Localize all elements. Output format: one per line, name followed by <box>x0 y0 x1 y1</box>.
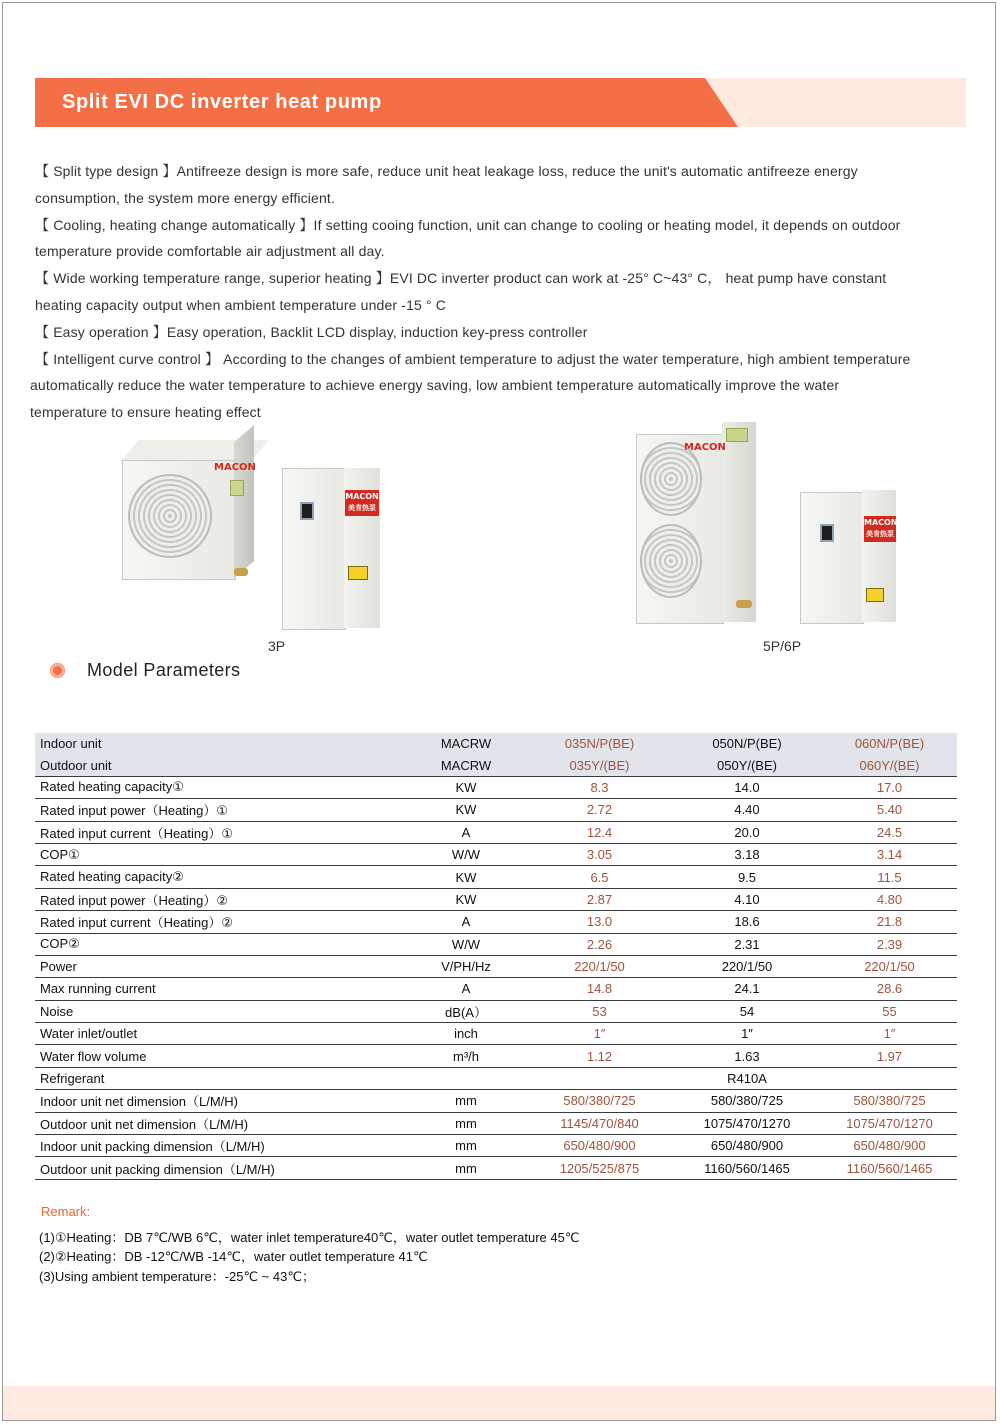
remark-line: (1)①Heating：DB 7℃/WB 6℃，water inlet temperature40℃，water outlet temperature 45℃ <box>39 1230 580 1245</box>
brand-badge <box>864 516 896 542</box>
param-unit-cell: inch <box>405 1023 527 1045</box>
model-035-cell: 580/380/725 <box>527 1090 672 1112</box>
model-035-cell: 1145/470/840 <box>527 1112 672 1134</box>
brand-badge <box>345 490 379 516</box>
model-060-cell: 580/380/725 <box>822 1090 957 1112</box>
param-name-cell: Max running current <box>35 978 405 1000</box>
table-body <box>35 733 957 1179</box>
feature-description <box>30 158 965 426</box>
param-unit-cell: V/PH/Hz <box>405 955 527 977</box>
param-name-cell: Water inlet/outlet <box>35 1023 405 1045</box>
model-060-cell: 5.40 <box>822 799 957 821</box>
model-050-cell: 050Y/(BE) <box>672 754 822 776</box>
model-050-cell: 4.40 <box>672 799 822 821</box>
table-row <box>35 933 957 955</box>
brand-badge-sub: 美肯热泵 <box>348 504 376 512</box>
intro-line: 【 Easy operation 】Easy operation, Backlit LCD display, induction key-press controller <box>35 323 588 340</box>
model-050-cell: 1″ <box>672 1023 822 1045</box>
table-row <box>35 888 957 910</box>
model-035-cell: 3.05 <box>527 843 672 865</box>
model-035-cell: 53 <box>527 1000 672 1022</box>
model-035-cell: 220/1/50 <box>527 955 672 977</box>
intro-line: 【 Split type design 】Antifreeze design is more safe, reduce unit heat leakage loss, reduce the unit's automatic antifreeze energy <box>35 163 858 179</box>
model-050-cell: 1.63 <box>672 1045 822 1067</box>
table-row <box>35 754 957 776</box>
param-name-cell: Indoor unit <box>35 733 405 754</box>
param-name-cell: Outdoor unit <box>35 754 405 776</box>
param-unit-cell: mm <box>405 1112 527 1134</box>
page-title: Split EVI DC inverter heat pump <box>62 91 382 113</box>
param-name-cell: Outdoor unit packing dimension（L/M/H) <box>35 1157 405 1179</box>
model-060-cell: 28.6 <box>822 978 957 1000</box>
remark-list <box>39 1228 579 1286</box>
indoor-unit-3p <box>282 468 346 630</box>
param-name-cell: Rated input current（Heating）② <box>35 911 405 933</box>
model-035-cell: 035N/P(BE) <box>527 733 672 754</box>
model-035-cell: 14.8 <box>527 978 672 1000</box>
table-row <box>35 1157 957 1179</box>
lcd-controller-icon <box>300 502 314 520</box>
footer-band <box>3 1386 995 1420</box>
param-name-cell: Indoor unit packing dimension（L/M/H) <box>35 1135 405 1157</box>
model-050-cell: 54 <box>672 1000 822 1022</box>
pipe-valve-icon <box>234 568 248 576</box>
outdoor-unit-side <box>722 422 756 622</box>
table-row <box>35 1090 957 1112</box>
model-050-cell: 050N/P(BE) <box>672 733 822 754</box>
model-050-cell: 20.0 <box>672 821 822 843</box>
model-035-cell: 13.0 <box>527 911 672 933</box>
fan-grille-icon <box>640 442 702 516</box>
fan-grille-icon <box>128 474 212 558</box>
model-060-cell: 24.5 <box>822 821 957 843</box>
model-060-cell: 17.0 <box>822 776 957 798</box>
table-row <box>35 843 957 865</box>
model-060-cell: 21.8 <box>822 911 957 933</box>
table-row <box>35 1135 957 1157</box>
model-035-cell: 1″ <box>527 1023 672 1045</box>
param-unit-cell: W/W <box>405 933 527 955</box>
spec-label <box>726 428 748 442</box>
param-name-cell: Indoor unit net dimension（L/M/H) <box>35 1090 405 1112</box>
model-035-cell: 1.12 <box>527 1045 672 1067</box>
param-unit-cell <box>405 1067 527 1089</box>
table-row <box>35 776 957 798</box>
model-060-cell: 3.14 <box>822 843 957 865</box>
model-060-cell: 650/480/900 <box>822 1135 957 1157</box>
table-row <box>35 733 957 754</box>
fan-grille-icon <box>640 524 702 598</box>
param-unit-cell: KW <box>405 799 527 821</box>
param-unit-cell: m³/h <box>405 1045 527 1067</box>
table-row <box>35 1000 957 1022</box>
model-parameters-table <box>35 733 957 1180</box>
model-060-cell: 1075/470/1270 <box>822 1112 957 1134</box>
product-photo-3p <box>118 440 398 640</box>
outdoor-unit-side <box>234 425 254 578</box>
remark-line: (3)Using ambient temperature：-25℃ ~ 43℃； <box>39 1268 315 1284</box>
product-caption-5p-6p: 5P/6P <box>763 638 802 654</box>
model-050-cell: 3.18 <box>672 843 822 865</box>
remark-line: (2)②Heating：DB -12℃/WB -14℃，water outlet temperature 41℃ <box>39 1249 428 1265</box>
product-photo-5p-6p <box>630 420 900 632</box>
model-050-cell: 18.6 <box>672 911 822 933</box>
param-unit-cell: A <box>405 978 527 1000</box>
model-060-cell <box>822 1067 957 1089</box>
model-035-cell <box>527 1067 672 1089</box>
warning-sticker-icon <box>348 566 368 580</box>
model-050-cell: 580/380/725 <box>672 1090 822 1112</box>
brand-badge-sub: 美肯热泵 <box>866 530 894 538</box>
title-banner <box>35 78 966 127</box>
model-060-cell: 11.5 <box>822 866 957 888</box>
intro-line: consumption, the system more energy efficient. <box>35 189 336 206</box>
model-035-cell: 2.87 <box>527 888 672 910</box>
intro-line: temperature provide comfortable air adjustment all day. <box>35 243 385 260</box>
table-row <box>35 1045 957 1067</box>
param-unit-cell: MACRW <box>405 733 527 754</box>
model-035-cell: 1205/525/875 <box>527 1157 672 1179</box>
bullet-circle-icon <box>50 663 65 678</box>
param-unit-cell: A <box>405 821 527 843</box>
table-row <box>35 1112 957 1134</box>
model-050-cell: 9.5 <box>672 866 822 888</box>
model-035-cell: 2.26 <box>527 933 672 955</box>
intro-line: 【 Wide working temperature range, superior heating 】EVI DC inverter product can work at -25° C~43° C， heat pump have constant <box>35 270 887 287</box>
model-035-cell: 6.5 <box>527 866 672 888</box>
model-060-cell: 1160/560/1465 <box>822 1157 957 1179</box>
brand-logo: MACON <box>214 462 256 473</box>
model-050-cell: 24.1 <box>672 978 822 1000</box>
param-name-cell: Outdoor unit net dimension（L/M/H) <box>35 1112 405 1134</box>
param-unit-cell: A <box>405 911 527 933</box>
intro-line: temperature to ensure heating effect <box>30 404 261 421</box>
param-name-cell: Rated input power（Heating）② <box>35 888 405 910</box>
indoor-unit-5p-6p <box>800 492 864 624</box>
model-035-cell: 2.72 <box>527 799 672 821</box>
param-unit-cell: mm <box>405 1090 527 1112</box>
table-row <box>35 821 957 843</box>
spec-label <box>230 480 244 496</box>
param-name-cell: Rated input power（Heating）① <box>35 799 405 821</box>
param-name-cell: Rated heating capacity② <box>35 866 405 888</box>
param-name-cell: Water flow volume <box>35 1045 405 1067</box>
warning-sticker-icon <box>866 588 884 602</box>
remark-title: Remark: <box>41 1204 91 1219</box>
table-row <box>35 978 957 1000</box>
model-035-cell: 8.3 <box>527 776 672 798</box>
intro-line: heating capacity output when ambient temperature under -15 ° C <box>35 296 447 313</box>
table-row <box>35 866 957 888</box>
model-060-cell: 2.39 <box>822 933 957 955</box>
model-050-cell: 14.0 <box>672 776 822 798</box>
param-name-cell: Refrigerant <box>35 1067 405 1089</box>
indoor-unit-side <box>862 490 896 622</box>
param-unit-cell: KW <box>405 776 527 798</box>
model-035-cell: 12.4 <box>527 821 672 843</box>
param-name-cell: Noise <box>35 1000 405 1022</box>
model-050-cell: 4.10 <box>672 888 822 910</box>
param-name-cell: Rated heating capacity① <box>35 776 405 798</box>
model-060-cell: 060N/P(BE) <box>822 733 957 754</box>
model-060-cell: 1″ <box>822 1023 957 1045</box>
table-row <box>35 955 957 977</box>
param-unit-cell: MACRW <box>405 754 527 776</box>
lcd-controller-icon <box>820 524 834 542</box>
param-unit-cell: mm <box>405 1135 527 1157</box>
param-unit-cell: mm <box>405 1157 527 1179</box>
brand-badge-name: MACON <box>864 518 898 527</box>
model-060-cell: 4.80 <box>822 888 957 910</box>
model-035-cell: 650/480/900 <box>527 1135 672 1157</box>
param-unit-cell: KW <box>405 866 527 888</box>
model-050-cell: 2.31 <box>672 933 822 955</box>
product-caption-3p: 3P <box>268 638 286 654</box>
param-unit-cell: dB(A） <box>405 1000 527 1022</box>
model-035-cell: 035Y/(BE) <box>527 754 672 776</box>
model-050-cell: 220/1/50 <box>672 955 822 977</box>
intro-line: 【 Cooling, heating change automatically 】If setting cooing function, unit can change to cooling or heating model, it depends on outdoor <box>35 216 901 233</box>
intro-line: automatically reduce the water temperature to achieve energy saving, low ambient temperature automatically improve the water <box>30 377 840 394</box>
model-060-cell: 55 <box>822 1000 957 1022</box>
param-name-cell: COP② <box>35 933 405 955</box>
model-050-cell: R410A <box>672 1067 822 1089</box>
pipe-valve-icon <box>736 600 752 608</box>
param-name-cell: Power <box>35 955 405 977</box>
section-title: Model Parameters <box>87 660 241 680</box>
param-name-cell: COP① <box>35 843 405 865</box>
table-row <box>35 911 957 933</box>
model-050-cell: 650/480/900 <box>672 1135 822 1157</box>
model-050-cell: 1075/470/1270 <box>672 1112 822 1134</box>
brand-badge-name: MACON <box>345 492 379 501</box>
table-row <box>35 799 957 821</box>
brand-logo: MACON <box>684 442 726 453</box>
model-060-cell: 060Y/(BE) <box>822 754 957 776</box>
model-050-cell: 1160/560/1465 <box>672 1157 822 1179</box>
param-name-cell: Rated input current（Heating）① <box>35 821 405 843</box>
param-unit-cell: W/W <box>405 843 527 865</box>
param-unit-cell: KW <box>405 888 527 910</box>
table-row <box>35 1023 957 1045</box>
model-060-cell: 1.97 <box>822 1045 957 1067</box>
table-row <box>35 1067 957 1089</box>
intro-line: 【 Intelligent curve control 】 According to the changes of ambient temperature to adjust the water temperature, high ambient temperature <box>35 350 911 367</box>
model-060-cell: 220/1/50 <box>822 955 957 977</box>
